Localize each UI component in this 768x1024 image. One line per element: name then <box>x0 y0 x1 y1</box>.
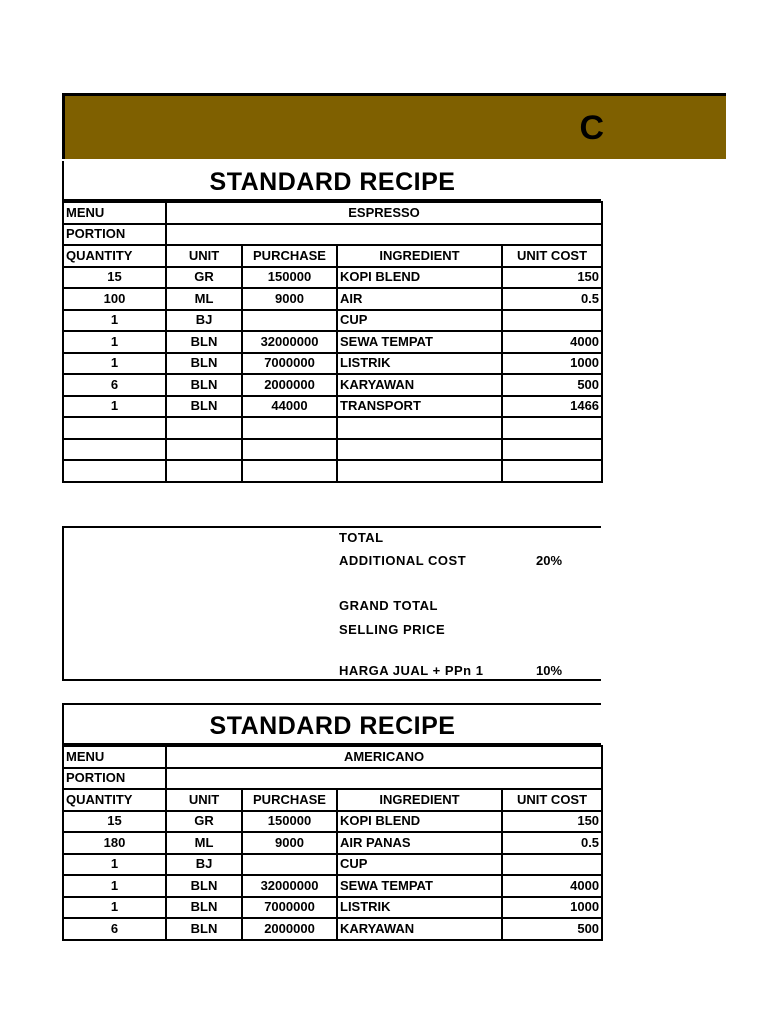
unit-cell[interactable]: BLN <box>166 897 242 919</box>
purchase-cell[interactable]: 32000000 <box>242 875 337 897</box>
unit-cell[interactable]: BJ <box>166 854 242 876</box>
column-header: PURCHASE <box>242 789 337 811</box>
purchase-cell[interactable] <box>242 439 337 461</box>
menu-value[interactable]: ESPRESSO <box>166 202 602 224</box>
table-row <box>63 353 602 375</box>
menu-label: MENU <box>63 202 166 224</box>
menu-label: MENU <box>63 746 166 768</box>
unit-cell[interactable]: BLN <box>166 875 242 897</box>
cost-summary <box>62 526 601 681</box>
portion-row <box>63 224 602 246</box>
unit-cell[interactable] <box>166 460 242 482</box>
menu-row <box>63 746 602 768</box>
table-body <box>63 267 602 482</box>
header-row <box>63 245 602 267</box>
unit-cost-cell[interactable] <box>502 854 602 876</box>
purchase-cell[interactable] <box>242 854 337 876</box>
column-header: QUANTITY <box>63 789 166 811</box>
recipe-table <box>62 745 603 941</box>
unit-cell[interactable]: BJ <box>166 310 242 332</box>
ingredient-cell[interactable] <box>337 439 502 461</box>
ingredient-cell[interactable] <box>337 460 502 482</box>
unit-cell[interactable]: BLN <box>166 374 242 396</box>
table-row <box>63 832 602 854</box>
banner-title: C <box>579 109 604 147</box>
unit-cost-cell[interactable]: 4000 <box>502 875 602 897</box>
unit-cell[interactable]: BLN <box>166 396 242 418</box>
table-row <box>63 875 602 897</box>
quantity-cell[interactable]: 1 <box>63 310 166 332</box>
unit-cost-cell[interactable]: 4000 <box>502 331 602 353</box>
ingredient-cell[interactable]: AIR <box>337 288 502 310</box>
additional-cost-percent: 20% <box>536 553 563 568</box>
ingredient-cell[interactable]: AIR PANAS <box>337 832 502 854</box>
quantity-cell[interactable]: 100 <box>63 288 166 310</box>
column-header: UNIT <box>166 789 242 811</box>
grand-total-label: GRAND TOTAL <box>339 598 438 613</box>
unit-cost-cell[interactable]: 500 <box>502 918 602 940</box>
purchase-cell[interactable]: 2000000 <box>242 374 337 396</box>
unit-cost-cell[interactable] <box>502 460 602 482</box>
unit-cost-cell[interactable]: 1000 <box>502 353 602 375</box>
portion-label: PORTION <box>63 224 166 246</box>
unit-cost-cell[interactable] <box>502 417 602 439</box>
unit-cost-cell[interactable]: 500 <box>502 374 602 396</box>
purchase-cell[interactable] <box>242 460 337 482</box>
unit-cost-cell[interactable]: 0.5 <box>502 832 602 854</box>
recipe-title: STANDARD RECIPE <box>62 703 601 745</box>
unit-cost-cell[interactable]: 1466 <box>502 396 602 418</box>
unit-cell[interactable]: BLN <box>166 918 242 940</box>
menu-value[interactable]: AMERICANO <box>166 746 602 768</box>
ingredient-cell[interactable]: CUP <box>337 310 502 332</box>
table-row <box>63 918 602 940</box>
ingredient-cell[interactable]: LISTRIK <box>337 897 502 919</box>
table-row <box>63 374 602 396</box>
quantity-cell[interactable]: 1 <box>63 331 166 353</box>
portion-row <box>63 768 602 790</box>
purchase-cell[interactable]: 2000000 <box>242 918 337 940</box>
ingredient-cell[interactable]: LISTRIK <box>337 353 502 375</box>
purchase-cell[interactable]: 150000 <box>242 811 337 833</box>
recipe-title: STANDARD RECIPE <box>62 161 601 201</box>
purchase-cell[interactable]: 7000000 <box>242 353 337 375</box>
ingredient-cell[interactable]: TRANSPORT <box>337 396 502 418</box>
unit-cost-cell[interactable]: 1000 <box>502 897 602 919</box>
quantity-cell[interactable]: 1 <box>63 854 166 876</box>
column-header: UNIT <box>166 245 242 267</box>
purchase-cell[interactable]: 9000 <box>242 288 337 310</box>
column-header: PURCHASE <box>242 245 337 267</box>
unit-cell[interactable] <box>166 417 242 439</box>
portion-label: PORTION <box>63 768 166 790</box>
portion-value[interactable] <box>166 224 602 246</box>
purchase-cell[interactable]: 150000 <box>242 267 337 289</box>
unit-cost-cell[interactable] <box>502 310 602 332</box>
quantity-cell[interactable]: 1 <box>63 875 166 897</box>
table-row <box>63 267 602 289</box>
ingredient-cell[interactable]: KOPI BLEND <box>337 811 502 833</box>
unit-cell[interactable]: GR <box>166 811 242 833</box>
table-row <box>63 331 602 353</box>
ingredient-cell[interactable]: CUP <box>337 854 502 876</box>
quantity-cell[interactable] <box>63 417 166 439</box>
menu-row <box>63 202 602 224</box>
selling-price-label: SELLING PRICE <box>339 622 446 637</box>
unit-cell[interactable]: BLN <box>166 353 242 375</box>
table-row <box>63 310 602 332</box>
purchase-cell[interactable]: 7000000 <box>242 897 337 919</box>
ingredient-cell[interactable]: KOPI BLEND <box>337 267 502 289</box>
header-row <box>63 789 602 811</box>
recipe-block-espresso <box>62 161 601 483</box>
quantity-cell[interactable]: 15 <box>63 811 166 833</box>
harga-jual-label: HARGA JUAL + PPn 1 <box>339 663 484 678</box>
unit-cell[interactable] <box>166 439 242 461</box>
header-banner <box>62 93 726 159</box>
unit-cost-cell[interactable]: 150 <box>502 811 602 833</box>
ppn-percent: 10% <box>536 663 563 678</box>
column-header: UNIT COST <box>502 245 602 267</box>
table-row <box>63 854 602 876</box>
additional-cost-label: ADDITIONAL COST <box>339 553 467 568</box>
ingredient-cell[interactable]: SEWA TEMPAT <box>337 875 502 897</box>
ingredient-cell[interactable]: KARYAWAN <box>337 374 502 396</box>
quantity-cell[interactable]: 6 <box>63 374 166 396</box>
table-row <box>63 897 602 919</box>
purchase-cell[interactable]: 32000000 <box>242 331 337 353</box>
column-header: QUANTITY <box>63 245 166 267</box>
quantity-cell[interactable] <box>63 460 166 482</box>
ingredient-cell[interactable]: KARYAWAN <box>337 918 502 940</box>
unit-cost-cell[interactable]: 150 <box>502 267 602 289</box>
quantity-cell[interactable]: 1 <box>63 353 166 375</box>
table-row <box>63 396 602 418</box>
portion-value[interactable] <box>166 768 602 790</box>
table-row <box>63 811 602 833</box>
unit-cell[interactable]: BLN <box>166 331 242 353</box>
recipe-block-americano <box>62 703 601 941</box>
table-row <box>63 288 602 310</box>
purchase-cell[interactable] <box>242 417 337 439</box>
table-row <box>63 417 602 439</box>
quantity-cell[interactable]: 180 <box>63 832 166 854</box>
quantity-cell[interactable] <box>63 439 166 461</box>
ingredient-cell[interactable]: SEWA TEMPAT <box>337 331 502 353</box>
unit-cell[interactable]: GR <box>166 267 242 289</box>
quantity-cell[interactable]: 1 <box>63 897 166 919</box>
column-header: INGREDIENT <box>337 245 502 267</box>
column-header: INGREDIENT <box>337 789 502 811</box>
table-row <box>63 460 602 482</box>
table-body <box>63 811 602 940</box>
table-row <box>63 439 602 461</box>
unit-cell[interactable]: ML <box>166 832 242 854</box>
recipe-table <box>62 201 603 483</box>
purchase-cell[interactable]: 9000 <box>242 832 337 854</box>
column-header: UNIT COST <box>502 789 602 811</box>
purchase-cell[interactable] <box>242 310 337 332</box>
quantity-cell[interactable]: 15 <box>63 267 166 289</box>
quantity-cell[interactable]: 6 <box>63 918 166 940</box>
unit-cell[interactable]: ML <box>166 288 242 310</box>
total-label: TOTAL <box>339 530 384 545</box>
unit-cost-cell[interactable] <box>502 439 602 461</box>
purchase-cell[interactable]: 44000 <box>242 396 337 418</box>
unit-cost-cell[interactable]: 0.5 <box>502 288 602 310</box>
ingredient-cell[interactable] <box>337 417 502 439</box>
quantity-cell[interactable]: 1 <box>63 396 166 418</box>
